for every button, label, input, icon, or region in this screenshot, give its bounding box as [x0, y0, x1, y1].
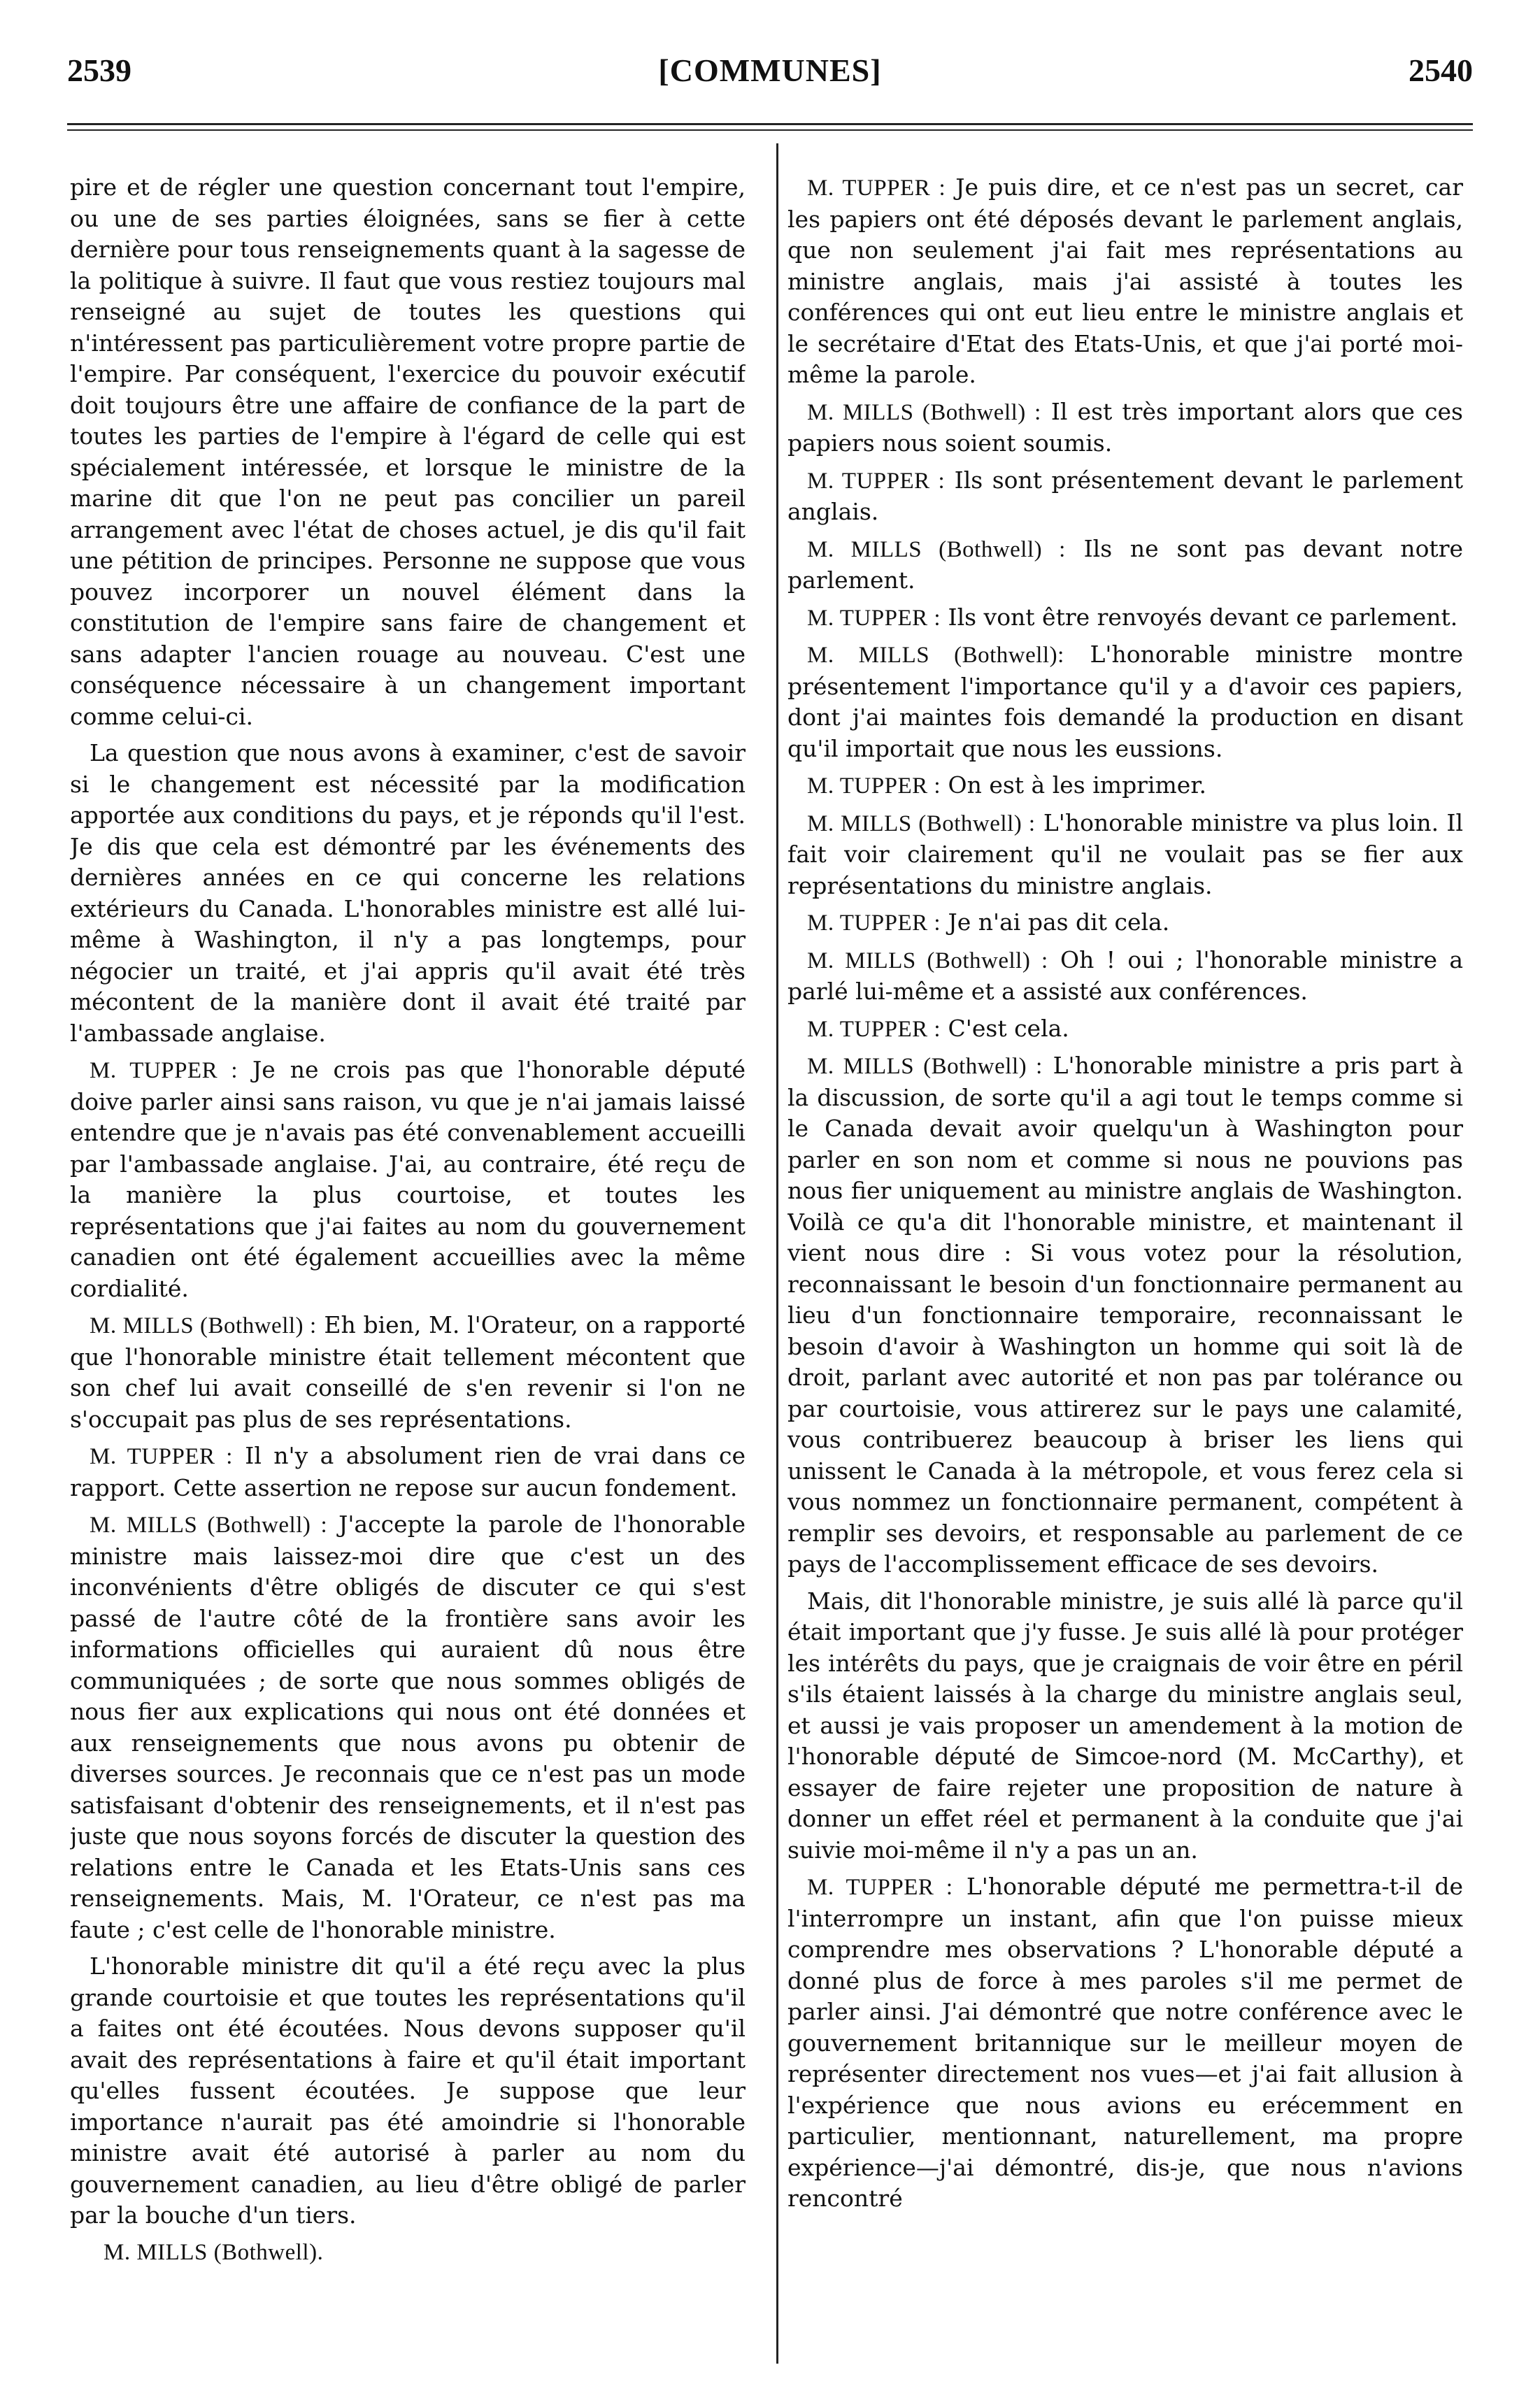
- paragraph-text: La question que nous avons à examiner, c'est de savoir si le changement est nécessité par la modification apportée aux conditions du pays, et je réponds qu'il l'est. Je dis que cela est démontré par les événements des dernières années en ce qui concerne les relations extérieurs du Canada. L'honorables ministre est allé lui-même à Washington, il n'y a pas longtemps, pour négocier un traité, et j'ai appris qu'il avait été très mécontent de la manière dont il avait été traité par l'ambassade anglaise.: [70, 739, 746, 1047]
- header-rule-thin: [67, 129, 1473, 131]
- paragraph-text: Ils ne sont pas devant notre parlement.: [787, 534, 1463, 594]
- paragraph-text: Je ne crois pas que l'honorable député doive parler ainsi sans raison, vu que je n'ai jamais laissé entendre que je n'avais pas été convenablement accueilli par l'ambassade anglaise. J'ai, au contraire, été reçu de la manière la plus courtoise, et toutes les représentations que j'ai faites au nom du gouvernement canadien ont été également accueillies avec la même cordialité.: [70, 1056, 746, 1302]
- speaker-name: M. MILLS (Bothwell) :: [90, 1513, 328, 1538]
- speaker-name: M. MILLS (Bothwell) :: [90, 1313, 317, 1338]
- speaker-name: M. TUPPER :: [90, 1058, 238, 1083]
- speech-paragraph: [787, 1871, 1463, 2215]
- paragraph-text: Ils vont être renvoyés devant ce parlement.: [948, 603, 1458, 631]
- speaker-name: M. TUPPER :: [807, 605, 941, 631]
- page-number-right: 2540: [1409, 52, 1473, 88]
- speech-paragraph: [70, 1509, 746, 1945]
- paragraph-text: On est à les imprimer.: [948, 771, 1206, 799]
- paragraph-text: Ils sont présentement devant le parlement anglais.: [787, 466, 1463, 525]
- page-number-left: 2539: [67, 52, 131, 88]
- speech-paragraph: [70, 1441, 746, 1503]
- speaker-name: M. MILLS (Bothwell) :: [807, 536, 1066, 562]
- paragraph: [70, 172, 746, 732]
- paragraph-text: L'honorable ministre montre présentement l'importance qu'il y a d'avoir ces papiers, dont j'ai maintes fois demandé la production en disant qu'il importait que nous les eussions.: [787, 641, 1463, 762]
- speaker-name: M. TUPPER :: [807, 1016, 941, 1042]
- speech-paragraph: [787, 1013, 1463, 1045]
- speech-paragraph: [787, 639, 1463, 764]
- speaker-name: M. MILLS (Bothwell) :: [807, 810, 1036, 836]
- speaker-name: M. MILLS (Bothwell) :: [807, 1054, 1043, 1079]
- speech-paragraph: [787, 172, 1463, 391]
- speaker-name: M. TUPPER :: [807, 910, 941, 936]
- paragraph-text: L'honorable ministre dit qu'il a été reçu avec la plus grande courtoisie et que toutes les représentations qu'il a faites ont été écoutées. Nous devons supposer qu'il avait des représentations à faire et qu'il était important qu'elles fussent écoutées. Je suppose que leur importance n'aurait pas été amoindrie si l'honorable ministre avait été autorisé à parler au nom du gouvernement canadien, au lieu d'être obligé de parler par la bouche d'un tiers.: [70, 1952, 746, 2229]
- speech-paragraph: [787, 945, 1463, 1008]
- speech-paragraph: [70, 1055, 746, 1304]
- speaker-name: M. TUPPER :: [807, 468, 946, 494]
- speech-paragraph: [787, 397, 1463, 459]
- paragraph-text: L'honorable député me permettra-t-il de l'interrompre un instant, afin que l'on puisse mieux comprendre mes observations ? L'honorable député a donné plus de force à mes paroles s'il me permet de parler ainsi. J'ai démontré que notre conférence avec le gouvernement britannique sur le meilleur moyen de représenter directement nos vues—et j'ai fait allusion à l'expérience que nous avions eu erécemment en particulier, mentionnant, naturellement, ma propre expérience—j'ai démontré, dis-je, que nous n'avions rencontré: [787, 1873, 1463, 2212]
- paragraph-text: Il est très important alors que ces papiers nous soient soumis.: [787, 397, 1463, 457]
- speaker-name: M. MILLS (Bothwell) :: [807, 948, 1048, 973]
- speaker-name: M. MILLS (Bothwell):: [807, 643, 1064, 668]
- right-column: [787, 172, 1463, 2375]
- paragraph: [70, 1951, 746, 2231]
- speaker-name: M. TUPPER :: [807, 1875, 953, 1900]
- continuation-speaker: [70, 2237, 746, 2269]
- speech-paragraph: [787, 465, 1463, 528]
- paragraph-text: Je puis dire, et ce n'est pas un secret, car les papiers ont été déposés devant le parlement anglais, que non seulement j'ai fait mes représentations au ministre anglais, mais j'ai assisté à toutes les conférences qui ont eut lieu entre le ministre anglais et le secrétaire d'Etat des Etats-Unis, et que j'ai porté moi-même la parole.: [787, 173, 1463, 388]
- speaker-name: M. MILLS (Bothwell) :: [807, 399, 1041, 425]
- speaker-name: M. TUPPER :: [807, 176, 946, 201]
- paragraph-text: Il n'y a absolument rien de vrai dans ce rapport. Cette assertion ne repose sur aucun fondement.: [70, 1442, 746, 1501]
- speech-paragraph: [787, 1050, 1463, 1580]
- header-rule-thick: [67, 123, 1473, 125]
- speech-paragraph: [787, 602, 1463, 634]
- speaker-name: M. TUPPER :: [807, 773, 941, 799]
- paragraph-text: Je n'ai pas dit cela.: [948, 908, 1170, 936]
- paragraph-text: L'honorable ministre a pris part à la discussion, de sorte qu'il a agi tout le temps comme si le Canada devait avoir quelqu'un à Washington pour parler en son nom et comme si nous ne pouvions pas nous fier uniquement au ministre anglais de Washington. Voilà ce qu'a dit l'honorable ministre, et maintenant il vient nous dire : Si vous votez pour la résolution, reconnaissant le besoin d'un fonctionnaire permanent au lieu d'un fonctionnaire temporaire, reconnaissant le besoin d'avoir à Washington un homme qui soit là de droit, parlant avec autorité et non pas par tolérance ou par courtoisie, vous attirerez sur le pays une calamité, vous contribuerez beaucoup à briser les liens qui unissent le Canada à la métropole, et vous ferez cela si vous nommez un fonctionnaire permanent, compétent à remplir ses devoirs, et responsable au parlement de ce pays de l'accomplissement efficace de ses devoirs.: [787, 1052, 1463, 1578]
- column-divider: [776, 143, 778, 2364]
- speech-paragraph: [787, 907, 1463, 939]
- paragraph: [70, 738, 746, 1049]
- speech-paragraph: [70, 1310, 746, 1435]
- paragraph: [787, 1586, 1463, 1866]
- paragraph-text: J'accepte la parole de l'honorable ministre mais laissez-moi dire que c'est un des inconvénients d'être obligés de discuter ce qui s'est passé de l'autre côté de la frontière sans avoir les informations officielles qui auraient dû nous être communiquées ; de sorte que nous sommes obligés de nous fier aux explications qui nous ont été données et aux renseignements que nous avons pu obtenir de diverses sources. Je reconnais que ce n'est pas un mode satisfaisant d'obtenir des renseignements, et il n'est pas juste que nous soyons forcés de discuter la question des relations entre le Canada et les Etats-Unis sans ces renseignements. Mais, M. l'Orateur, ce n'est pas ma faute ; c'est celle de l'honorable ministre.: [70, 1510, 746, 1943]
- paragraph-text: M. MILLS (Bothwell).: [104, 2239, 324, 2265]
- paragraph-text: pire et de régler une question concernant tout l'empire, ou une de ses parties éloignées, sans se fier à cette dernière pour tous renseignements quant à la sagesse de la politique à suivre. Il faut que vous restiez toujours mal renseigné au sujet de toutes les questions qui n'intéressent pas particulièrement votre propre partie de l'empire. Par conséquent, l'exercice du pouvoir exécutif doit toujours être une affaire de confiance de la part de toutes les parties de l'empire à l'égard de celle qui est spécialement intéressée, et lorsque le ministre de la marine dit que l'on ne peut pas concilier un pareil arrangement avec l'état de choses actuel, je dis qu'il fait une pétition de principes. Personne ne suppose que vous pouvez incorporer un nouvel élément dans la constitution de l'empire sans faire de changement et sans adapter l'ancien rouage au nouveau. C'est une conséquence nécessaire à un changement important comme celui-ci.: [70, 173, 746, 730]
- speaker-name: M. TUPPER :: [90, 1444, 233, 1469]
- speech-paragraph: [787, 534, 1463, 597]
- left-column: [70, 172, 746, 2375]
- running-title: [COMMUNES]: [658, 52, 882, 88]
- page-header: [67, 52, 1473, 94]
- speech-paragraph: [787, 770, 1463, 802]
- paragraph-text: C'est cela.: [948, 1014, 1069, 1042]
- paragraph-text: L'honorable ministre va plus loin. Il fait voir clairement qu'il ne voulait pas se fier aux représentations du ministre anglais.: [787, 808, 1463, 899]
- speech-paragraph: [787, 808, 1463, 902]
- paragraph-text: Mais, dit l'honorable ministre, je suis allé là parce qu'il était important que j'y fusse. Je suis allé là pour protéger les intérêts du pays, que je craignais de voir être en péril s'ils étaient laissés à la charge du ministre anglais seul, et aussi je vais proposer un amendement à la motion de l'honorable député de Simcoe-nord (M. McCarthy), et essayer de faire rejeter une proposition de nature à donner un effet réel et permanent à la conduite que j'ai suivie moi-même il n'y a pas un an.: [787, 1587, 1463, 1864]
- paragraph-text: Oh ! oui ; l'honorable ministre a parlé lui-même et a assisté aux conférences.: [787, 945, 1463, 1005]
- paragraph-text: Eh bien, M. l'Orateur, on a rapporté que l'honorable ministre était tellement mécontent que son chef lui avait conseillé de s'en revenir si l'on ne s'occupait pas plus de ses représentations.: [70, 1311, 746, 1433]
